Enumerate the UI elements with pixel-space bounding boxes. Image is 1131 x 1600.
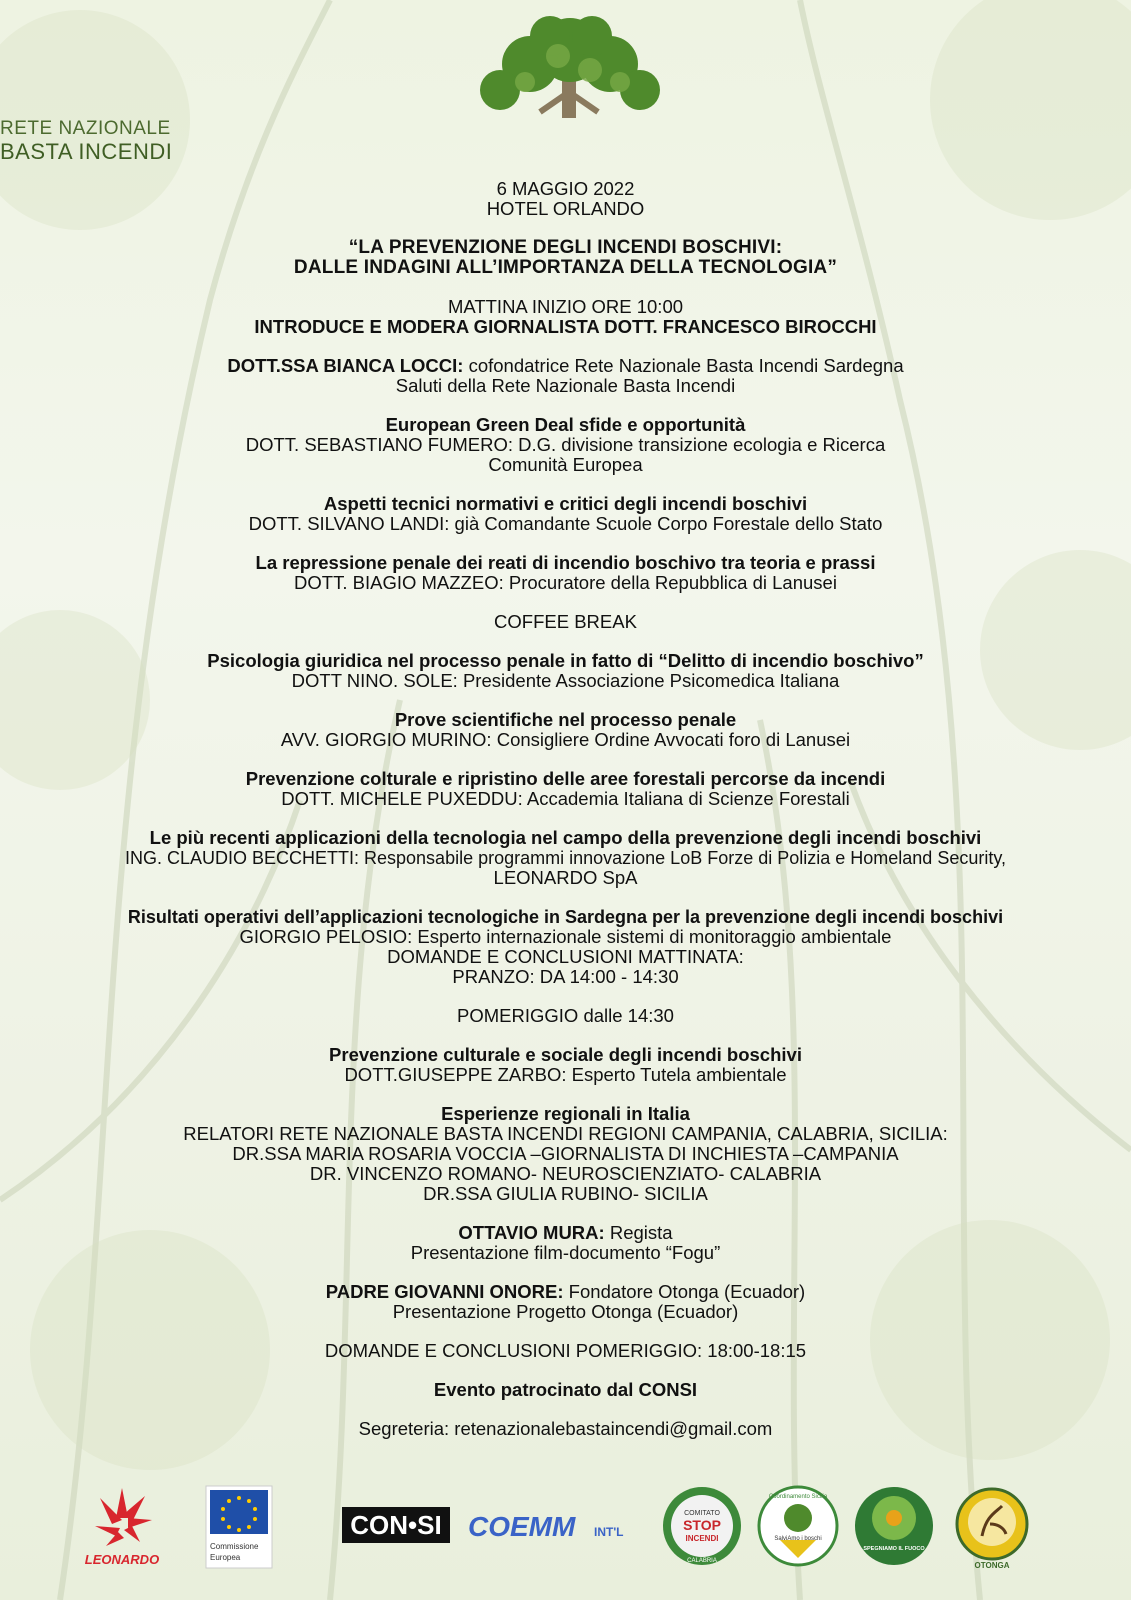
org-name-line1: RETE NAZIONALE <box>0 118 171 139</box>
speaker-3: DOTT. SILVANO LANDI: già Comandante Scuole Corpo Forestale dello Stato <box>248 513 883 534</box>
speaker-1-note: Saluti della Rete Nazionale Basta Incendi <box>395 375 736 396</box>
topic-11: Esperienze regionali in Italia <box>441 1103 690 1124</box>
speg-text: SPEGNIAMO IL FUOCO <box>863 1546 925 1552</box>
coemm-logo <box>468 1511 624 1542</box>
speaker-1 <box>0 356 1131 376</box>
speaker-role: cofondatrice Rete Nazionale Basta Incendi Sardegna <box>463 355 904 376</box>
afternoon-start: POMERIGGIO dalle 14:30 <box>457 1005 674 1026</box>
speaker-6: AVV. GIORGIO MURINO: Consigliere Ordine Avvocati foro di Lanusei <box>280 729 851 750</box>
eu-commission-logo <box>206 1486 272 1568</box>
event-date: 6 MAGGIO 2022 <box>496 178 635 199</box>
speaker-13-note: Presentazione Progetto Otonga (Ecuador) <box>392 1301 739 1322</box>
eu-text-2: Europea <box>210 1553 241 1562</box>
regional-speakers: RELATORI RETE NAZIONALE BASTA INCENDI REGIONI CAMPANIA, CALABRIA, SICILIA: <box>183 1123 948 1144</box>
patronage: Evento patrocinato dal CONSI <box>433 1379 698 1400</box>
otonga-text: OTONGA <box>974 1561 1010 1570</box>
speaker-role: Regista <box>604 1222 673 1243</box>
speaker-4: DOTT. BIAGIO MAZZEO: Procuratore della Repubblica di Lanusei <box>294 572 837 593</box>
speaker-sicilia: DR.SSA GIULIA RUBINO- SICILIA <box>423 1183 708 1204</box>
secretary-email: Segreteria: retenazionalebastaincendi@gmail.com <box>358 1418 773 1439</box>
speaker-8: ING. CLAUDIO BECCHETTI: Responsabile programmi innovazione LoB Forze di Polizia e Homeland Security, <box>124 848 1006 868</box>
morning-qa: DOMANDE E CONCLUSIONI MATTINATA: <box>387 946 744 967</box>
topic-5: Psicologia giuridica nel processo penale in fatto di “Delitto di incendio boschivo” <box>207 650 924 671</box>
speaker-13 <box>0 1282 1131 1302</box>
salviamo-i-boschi-logo <box>759 1487 837 1565</box>
coemm-suffix: INT'L <box>594 1525 624 1539</box>
org-name-line2: BASTA INCENDI <box>0 139 173 164</box>
salvi-text-2: SalviAmo i boschi <box>774 1536 822 1542</box>
spegniamo-il-fuoco-logo <box>855 1487 933 1565</box>
event-title-line2: DALLE INDAGINI ALL’IMPORTANZA DELLA TECNOLOGIA” <box>293 257 838 278</box>
lunch: PRANZO: DA 14:00 - 14:30 <box>452 966 679 987</box>
topic-7: Prevenzione colturale e ripristino delle aree forestali percorse da incendi <box>245 768 886 789</box>
speaker-name: DOTT.SSA BIANCA LOCCI: <box>227 355 464 376</box>
leonardo-text: LEONARDO <box>84 1552 160 1567</box>
salvi-text-1: Coordinamento Sicilia <box>768 1494 828 1500</box>
topic-3: Aspetti tecnici normativi e critici degli incendi boschivi <box>323 493 808 514</box>
topic-2: European Green Deal sfide e opportunità <box>385 414 746 435</box>
speaker-10: DOTT.GIUSEPPE ZARBO: Esperto Tutela ambientale <box>344 1064 787 1085</box>
leonardo-logo <box>85 1488 159 1567</box>
moderator: INTRODUCE E MODERA GIORNALISTA DOTT. FRANCESCO BIROCCHI <box>254 316 877 337</box>
speaker-12-note: Presentazione film-documento “Fogu” <box>410 1242 721 1263</box>
afternoon-qa: DOMANDE E CONCLUSIONI POMERIGGIO: 18:00-18:15 <box>324 1340 807 1361</box>
speaker-2-note: Comunità Europea <box>488 454 643 475</box>
speaker-12 <box>0 1223 1131 1243</box>
stop-incendi-logo <box>663 1487 741 1565</box>
speaker-name: OTTAVIO MURA: <box>458 1222 605 1243</box>
consi-logo <box>342 1507 450 1543</box>
speaker-8-company: LEONARDO SpA <box>493 867 638 888</box>
speaker-7: DOTT. MICHELE PUXEDDU: Accademia Italiana di Scienze Forestali <box>281 788 850 809</box>
speaker-name: PADRE GIOVANNI ONORE: <box>325 1281 564 1302</box>
stop-text-1: COMITATO <box>684 1510 720 1517</box>
topic-4: La repressione penale dei reati di incendio boschivo tra teoria e prassi <box>255 552 876 573</box>
speaker-campania: DR.SSA MARIA ROSARIA VOCCIA –GIORNALISTA DI INCHIESTA –CAMPANIA <box>232 1143 899 1164</box>
stop-text-3: INCENDI <box>685 1534 719 1543</box>
speaker-5: DOTT NINO. SOLE: Presidente Associazione Psicomedica Italiana <box>291 670 840 691</box>
speaker-calabria: DR. VINCENZO ROMANO- NEUROSCIENZIATO- CALABRIA <box>309 1163 822 1184</box>
topic-10: Prevenzione culturale e sociale degli incendi boschivi <box>329 1044 802 1065</box>
stop-text-2: STOP <box>683 1517 721 1533</box>
otonga-logo <box>957 1489 1027 1570</box>
event-title-line1: “LA PREVENZIONE DEGLI INCENDI BOSCHIVI: <box>348 237 783 258</box>
topic-8: Le più recenti applicazioni della tecnologia nel campo della prevenzione degli incendi boschivi <box>149 827 982 848</box>
topic-9: Risultati operativi dell’applicazioni tecnologiche in Sardegna per la prevenzione degli incendi boschivi <box>127 907 1004 927</box>
sponsor-logos <box>0 1478 1131 1578</box>
eu-text-1: Commissione <box>210 1542 259 1551</box>
speaker-role: Fondatore Otonga (Ecuador) <box>563 1281 806 1302</box>
stop-text-4: CALABRIA <box>687 1558 717 1564</box>
speaker-2: DOTT. SEBASTIANO FUMERO: D.G. divisione transizione ecologia e Ricerca <box>245 434 886 455</box>
coffee-break: COFFEE BREAK <box>494 611 637 632</box>
tree-logo <box>470 12 670 124</box>
morning-start: MATTINA INIZIO ORE 10:00 <box>447 296 684 317</box>
consi-text: CON•SI <box>350 1510 442 1540</box>
coemm-text: COEMM <box>468 1511 576 1542</box>
speaker-9: GIORGIO PELOSIO: Esperto internazionale sistemi di monitoraggio ambientale <box>239 926 892 947</box>
topic-6: Prove scientifiche nel processo penale <box>394 709 737 730</box>
event-venue: HOTEL ORLANDO <box>486 198 645 219</box>
